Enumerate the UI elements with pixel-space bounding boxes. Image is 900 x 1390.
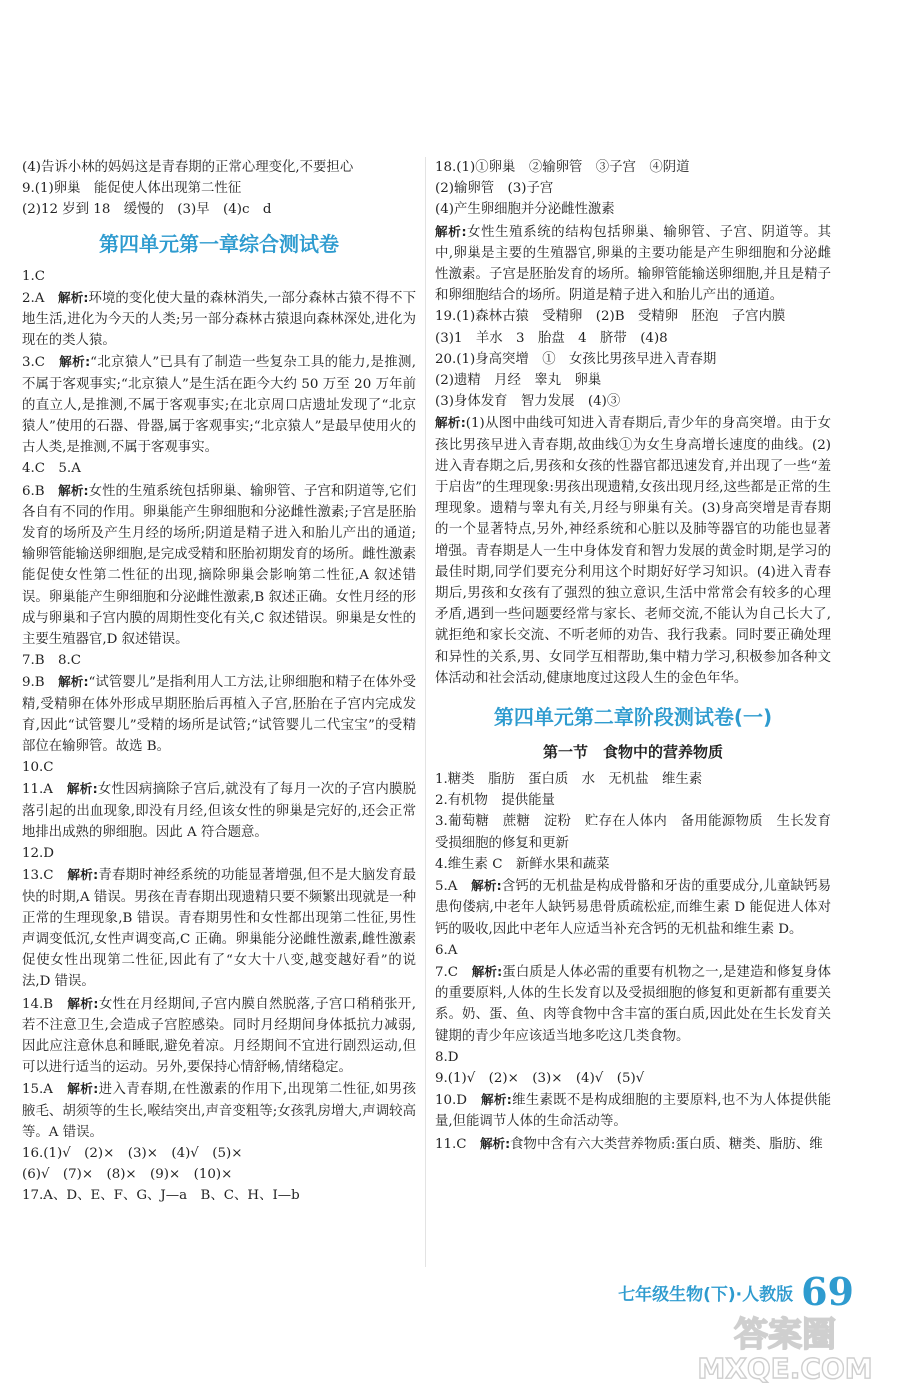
answer-entry xyxy=(22,843,416,864)
analysis-text: 含钙的无机盐是构成骨骼和牙齿的重要成分,儿童缺钙易患佝偻病,中老年人缺钙易患骨质疏松症,而维生素 D 能促进人体对钙的吸收,因此中老年人应适当补充含钙的无机盐和维生素 D。 xyxy=(435,879,831,937)
answer-number: 3.C xyxy=(22,355,46,371)
answer-entry xyxy=(435,221,831,307)
answer-entry xyxy=(22,287,416,352)
answer-number: 3.葡萄糖 蔗糖 淀粉 贮存在人体内 备用能源物质 生长发育 受损细胞的修复和更新 xyxy=(435,814,845,851)
answer-entry xyxy=(435,875,831,940)
answer-entry xyxy=(22,1164,416,1185)
answer-entry xyxy=(22,1143,416,1164)
analysis-text: 蛋白质是人体必需的重要有机物之一,是建造和修复身体的重要原料,人体的生长发育以及受损细胞的修复和更新都有重要关系。奶、蛋、鱼、肉等食物中含丰富的蛋白质,因此处在生长发育关键期的青少年应该适当地多吃这几类食物。 xyxy=(435,964,831,1044)
answer-number: 9.(1)√ (2)× (3)× (4)√ (5)√ xyxy=(435,1070,645,1086)
answer-entry xyxy=(435,157,831,178)
answer-entry xyxy=(435,370,831,391)
answer-number: 12.D xyxy=(22,846,55,862)
answer-line: (2)12 岁到 18 缓慢的 (3)早 (4)c d xyxy=(22,202,272,218)
answer-entry xyxy=(22,778,416,843)
answer-number: 6.B xyxy=(22,483,45,499)
answer-number: 1.糖类 脂肪 蛋白质 水 无机盐 维生素 xyxy=(435,772,703,788)
analysis-label: 解析: xyxy=(435,223,467,239)
answer-number: 9.B xyxy=(22,675,45,691)
answer-entry xyxy=(22,480,416,651)
watermark-logo-text: 答案圈 xyxy=(734,1315,836,1355)
answer-entry xyxy=(22,757,416,778)
answer-number: (2)遗精 月经 睾丸 卵巢 xyxy=(435,373,602,389)
analysis-text: “试管婴儿”是指利用人工方法,让卵细胞和精子在体外受精,受精卵在体外形成早期胚胎后再植入子宫,胚胎在子宫内完成发育,因此“试管婴儿”受精的场所是试管;“试管婴儿二代宝宝”的受精部位在输卵管。故选 B。 xyxy=(22,675,416,755)
analysis-text: 女性在月经期间,子宫内膜自然脱落,子宫口稍稍张开,若不注意卫生,会造成子宫腔感染。同时月经期间身体抵抗力减弱,因此应注意休息和睡眠,避免着凉。月经期间不宜进行剧烈运动,但可以进行适当的运动。另外,要保持心情舒畅,情绪稳定。 xyxy=(22,996,416,1076)
page-footer xyxy=(618,1268,854,1312)
answer-number: 11.A xyxy=(22,782,53,798)
answer-number: 14.B xyxy=(22,996,54,1012)
answer-entry xyxy=(22,266,416,287)
analysis-label: 解析: xyxy=(67,995,99,1011)
answer-number: 18.(1)①卵巢 ②输卵管 ③子宫 ④阴道 xyxy=(435,160,690,175)
answer-entry xyxy=(22,864,416,992)
answer-number: (3)身体发育 智力发展 (4)③ xyxy=(435,394,621,410)
answer-entry xyxy=(22,993,416,1079)
left-column xyxy=(22,157,416,1207)
analysis-text: 女性生殖系统的结构包括卵巢、输卵管、子宫、阴道等。其中,卵巢是主要的生殖器官,卵巢的主要功能是产生卵细胞和分泌雌性激素。子宫是胚胎发育的场所。输卵管能输送卵细胞,并且是精子和卵细胞结合的场所。阴道是精子进入和胎儿产出的通道。 xyxy=(435,224,831,304)
answer-entry xyxy=(435,1089,831,1132)
analysis-label: 解析: xyxy=(58,674,89,690)
answer-entry xyxy=(435,1133,831,1155)
answer-number: 7.B 8.C xyxy=(22,653,82,669)
analysis-text: (1)从图中曲线可知进入青春期后,青少年的身高突增。由于女孩比男孩早进入青春期,故曲线①为女生身高增长速度的曲线。(2)进入青春期之后,男孩和女孩的性器官都迅速发育,并出现了一些“羞于启齿”的生理现象:男孩出现遗精,女孩出现月经,这些都是正常的生理现象。遗精与睾丸有关,月经与卵巢有关。(3)身高突增是青春期的一个显著特点,另外,神经系统和心脏以及肺等器官的功能也显著增强。青春期是人一生中身体发育和智力发展的黄金时期,是学习的最佳时期,同学们要充分利用这个时期好好学习知识。(4)进入青春期后,男孩和女孩有了强烈的独立意识,生活中常常会有较多的心理矛盾,遇到一些问题要经常与家长、老师交流,不能认为自己长大了,就拒绝和家长交流、不听老师的劝告、我行我素。同时要正确处理和异性的关系,男、女同学互相帮助,集中精力学习,积极参加各种文体活动和社会活动,健康地度过这段人生的金色年华。 xyxy=(435,416,831,686)
analysis-text: 女性因病摘除子宫后,就没有了每月一次的子宫内膜脱落引起的出血现象,即没有月经,但该女性的卵巢是完好的,还会正常地排出成熟的卵细胞。因此 A 符合题意。 xyxy=(22,782,416,840)
section-title-unit4-chapter2: 第四单元第二章阶段测试卷(一) xyxy=(493,705,773,730)
watermark-site-text: MXQE.COM xyxy=(697,1352,873,1384)
answer-number: 4.C 5.A xyxy=(22,461,81,477)
answer-line: (4)告诉小林的妈妈这是青春期的正常心理变化,不要担心 xyxy=(22,160,354,175)
right-column xyxy=(435,157,845,1155)
analysis-label: 解析: xyxy=(67,1081,99,1097)
answer-number: 1.C xyxy=(22,268,46,284)
answer-number: 13.C xyxy=(22,868,54,884)
answer-entry xyxy=(435,1068,831,1089)
analysis-text: 进入青春期,在性激素的作用下,出现第二性征,如男孩腋毛、胡须等的生长,喉结突出,声音变粗等;女孩乳房增大,声调较高等。A 错误。 xyxy=(22,1082,416,1140)
answer-number: 2.有机物 提供能量 xyxy=(435,793,555,809)
analysis-label: 解析: xyxy=(481,1092,512,1108)
answer-line: 9.(1)卵巢 能促使人体出现第二性征 xyxy=(22,181,242,197)
answer-entry xyxy=(435,769,831,790)
analysis-label: 解析: xyxy=(59,354,91,370)
answer-number: (4)产生卵细胞并分泌雌性激素 xyxy=(435,202,615,218)
analysis-text: 维生素既不是构成细胞的主要原料,也不为人体提供能量,但能调节人体的生命活动等。 xyxy=(435,1093,831,1130)
answer-entry xyxy=(435,854,831,875)
answer-entry xyxy=(435,391,831,412)
answer-entry xyxy=(435,961,831,1047)
answer-number: 5.A xyxy=(435,879,458,895)
analysis-label: 解析: xyxy=(435,415,466,431)
answer-entry xyxy=(22,1185,416,1206)
analysis-label: 解析: xyxy=(58,289,89,305)
section-subtitle: 第一节 食物中的营养物质 xyxy=(542,743,723,762)
answer-entry xyxy=(435,412,831,689)
answer-entry xyxy=(22,671,416,757)
analysis-text: 女性的生殖系统包括卵巢、输卵管、子宫和阴道等,它们各自有不同的作用。卵巢能产生卵细胞和分泌雌性激素;子宫是胚胎发育的场所及产生月经的场所;阴道是精子进入和胎儿产出的通道;输卵管能输送卵细胞,是完成受精和胚胎初期发育的场所。雌性激素能促使女性第二性征的出现,摘除卵巢会影响第二性征,A 叙述错误。卵巢能产生卵细胞和分泌雌性激素,B 叙述正确。女性月经的形成与卵巢和子宫内膜的周期性变化有关,C 叙述错误。卵巢是女性的主要生殖器官,D 叙述错误。 xyxy=(22,483,416,648)
answer-entry xyxy=(435,940,831,961)
analysis-text: 食物中含有六大类营养物质:蛋白质、糖类、脂肪、维 xyxy=(510,1136,823,1152)
answer-number: 15.A xyxy=(22,1082,53,1098)
section2-answers xyxy=(435,769,845,1155)
analysis-label: 解析: xyxy=(471,878,502,894)
answer-entry xyxy=(22,458,416,479)
answer-number: 7.C xyxy=(435,964,459,980)
analysis-label: 解析: xyxy=(58,482,89,498)
answer-number: 6.A xyxy=(435,942,458,958)
analysis-label: 解析: xyxy=(66,781,98,797)
answer-number: 19.(1)森林古猿 受精卵 (2)B 受精卵 胚泡 子宫内膜 xyxy=(435,309,786,325)
section1-answers xyxy=(22,266,416,1207)
answer-number: 20.(1)身高突增 ① 女孩比男孩早进入青春期 xyxy=(435,351,717,367)
answer-number: 10.D xyxy=(435,1093,468,1109)
answer-number: 11.C xyxy=(435,1136,467,1152)
page-number: 69 xyxy=(801,1269,854,1314)
column-divider xyxy=(425,157,426,1267)
answer-number: (2)输卵管 (3)子宫 xyxy=(435,181,554,197)
answer-entry xyxy=(435,199,831,220)
answer-entry xyxy=(435,811,845,853)
answer-entry xyxy=(435,178,831,199)
answer-entry xyxy=(435,328,831,349)
answer-entry xyxy=(22,650,416,671)
watermark-logo xyxy=(680,1312,890,1384)
answer-entry xyxy=(22,351,416,458)
answer-entry xyxy=(435,349,831,370)
answer-entry xyxy=(435,790,831,811)
answer-number: 8.D xyxy=(435,1049,459,1065)
section-title-unit4-chapter1: 第四单元第一章综合测试卷 xyxy=(99,231,339,256)
answer-entry xyxy=(435,1047,831,1068)
answer-number: 2.A xyxy=(22,290,45,306)
continued-answers xyxy=(435,157,831,689)
analysis-text: “北京猿人”已具有了制造一些复杂工具的能力,是推测,不属于客观事实;“北京猿人”是生活在距今大约 50 万至 20 万年前的直立人,是推测,不属于客观事实;在北京周口店遗址发现了“北京猿人”使用的石器、骨器,属于客观事实;“北京猿人”是最早使用火的古人类,是推测,不属于客观事实。 xyxy=(22,355,416,456)
previous-answers xyxy=(22,157,416,221)
analysis-text: 环境的变化使大量的森林消失,一部分森林古猿不得不下地生活,进化为今天的人类;另一部分森林古猿退向森林深处,进化为现在的类人猿。 xyxy=(22,290,417,349)
analysis-text: 青春期时神经系统的功能显著增强,但不是大脑发育最快的时期,A 错误。男孩在青春期出现遗精只要不频繁出现就是一种正常的生理现象,B 错误。青春期男性和女性都出现第二性征,男性声调变低沉,女性声调变高,C 正确。卵巢能分泌雌性激素,雌性激素促使女性出现第二性征,因此有了“女大十八变,越变越好看”的说法,D 错误。 xyxy=(22,868,417,990)
answer-number: (3)1 羊水 3 胎盘 4 脐带 (4)8 xyxy=(435,330,668,346)
analysis-label: 解析: xyxy=(479,1135,511,1151)
analysis-label: 解析: xyxy=(471,963,503,979)
answer-entry xyxy=(22,1078,416,1143)
analysis-label: 解析: xyxy=(67,867,99,883)
answer-entry xyxy=(435,306,831,327)
answer-number: 4.维生素 C 新鲜水果和蔬菜 xyxy=(435,856,610,872)
answer-number: 10.C xyxy=(22,760,54,776)
answer-number: 17.A、D、E、F、G、J—a B、C、H、I—b xyxy=(22,1188,300,1204)
book-label: 七年级生物(下)·人教版 xyxy=(618,1285,794,1305)
answer-number: (6)√ (7)× (8)× (9)× (10)× xyxy=(22,1167,233,1183)
answer-number: 16.(1)√ (2)× (3)× (4)√ (5)× xyxy=(22,1145,243,1161)
